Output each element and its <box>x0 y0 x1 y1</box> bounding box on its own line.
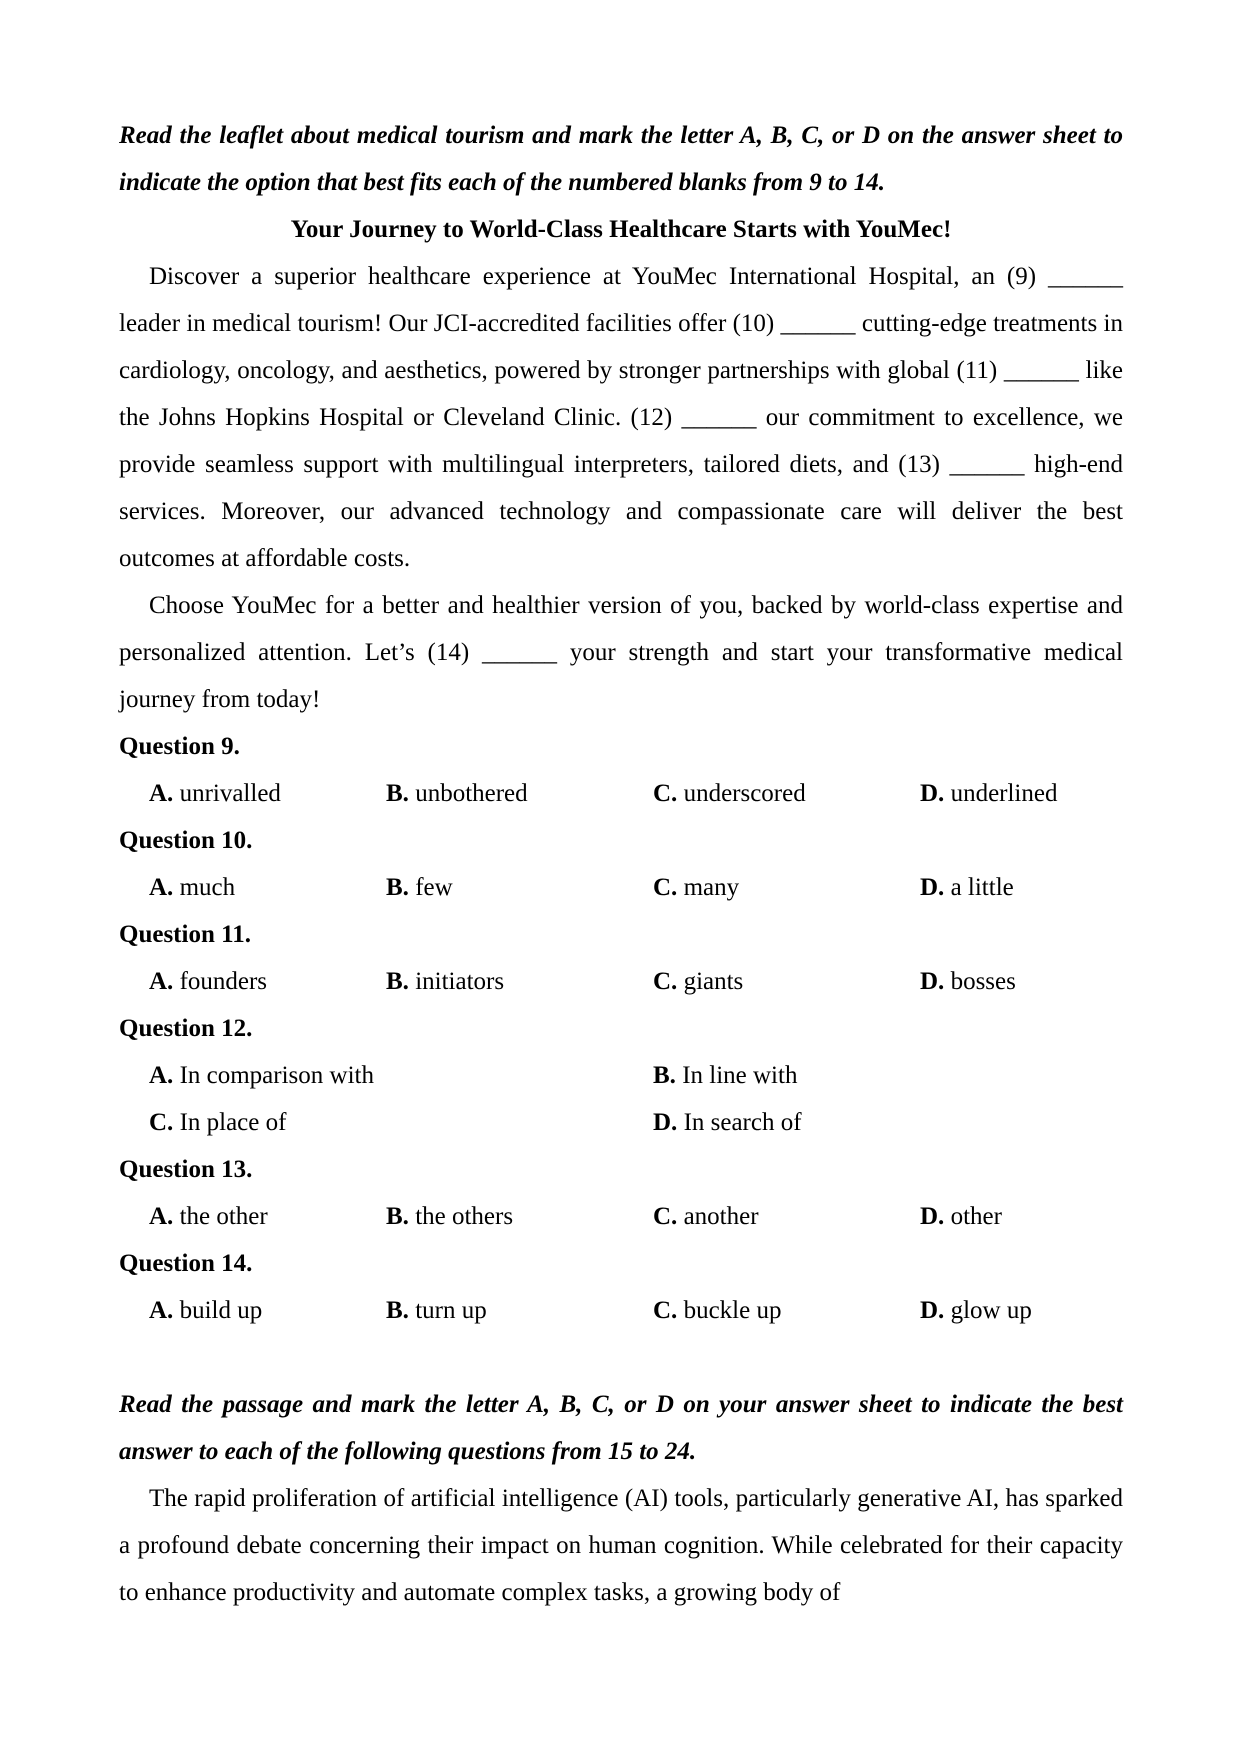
passage-paragraph-1: The rapid proliferation of artificial intelligence (AI) tools, particularly generative AI, has sparked a profound debate concerning their impact on human cognition. While celebrated for their capacity to enhance productivity and automate complex tasks, a growing body of <box>119 1485 1123 1606</box>
option-text: much <box>179 874 236 901</box>
option-letter: C. <box>653 1203 678 1230</box>
section1-instruction: Read the leaflet about medical tourism and mark the letter A, B, C, or D on the answer sheet to indicate the option that best fits each of the numbered blanks from 9 to 14. <box>119 122 1123 196</box>
option-c[interactable] <box>119 1099 653 1146</box>
leaflet-paragraph-1: Discover a superior healthcare experience at YouMec International Hospital, an (9) ______ leader in medical tourism! Our JCI-accredited facilities offer (10) ______ cutting-edge treatments in cardiology, oncology, and aesthetics, powered by stronger partnerships with global (11) ______ like the Johns Hopkins Hospital or Cleveland Clinic. (12) ______ our commitment to excellence, we provide seamless support with multilingual interpreters, tailored diets, and (13) ______ high-end services. Moreover, our advanced technology and compassionate care will deliver the best outcomes at affordable costs. <box>119 263 1123 572</box>
option-d[interactable] <box>920 1193 1120 1240</box>
question-12-label: Question 12. <box>119 1015 253 1042</box>
option-text: few <box>415 874 453 901</box>
option-letter: B. <box>386 1297 409 1324</box>
option-b[interactable] <box>653 1052 797 1099</box>
option-c[interactable] <box>653 1193 920 1240</box>
question-9-options <box>119 770 1123 817</box>
option-letter: B. <box>386 874 409 901</box>
option-text: In comparison with <box>179 1062 374 1089</box>
option-letter: A. <box>149 968 174 995</box>
option-d[interactable] <box>920 864 1120 911</box>
option-letter: A. <box>149 1297 174 1324</box>
option-letter: B. <box>386 1203 409 1230</box>
option-letter: C. <box>653 780 678 807</box>
option-text: the others <box>415 1203 514 1230</box>
section-spacer <box>119 1334 1123 1381</box>
option-letter: B. <box>386 780 409 807</box>
option-letter: C. <box>653 874 678 901</box>
option-letter: D. <box>920 968 945 995</box>
option-b[interactable] <box>386 864 653 911</box>
leaflet-paragraph-2: Choose YouMec for a better and healthier version of you, backed by world-class expertise and personalized attention. Let’s (14) ______ your strength and start your transformative medical journey from today! <box>119 592 1123 713</box>
option-c[interactable] <box>653 770 920 817</box>
option-text: many <box>683 874 740 901</box>
option-c[interactable] <box>653 1287 920 1334</box>
option-letter: C. <box>149 1109 174 1136</box>
option-text: unrivalled <box>179 780 281 807</box>
option-letter: B. <box>653 1062 676 1089</box>
question-9-label: Question 9. <box>119 733 240 760</box>
option-a[interactable] <box>119 1193 386 1240</box>
option-text: turn up <box>415 1297 487 1324</box>
option-text: In search of <box>683 1109 802 1136</box>
option-text: In place of <box>179 1109 287 1136</box>
option-text: unbothered <box>415 780 528 807</box>
leaflet-title: Your Journey to World-Class Healthcare Starts with YouMec! <box>290 216 952 243</box>
option-text: bosses <box>950 968 1016 995</box>
question-11-label: Question 11. <box>119 921 251 948</box>
option-c[interactable] <box>653 958 920 1005</box>
option-text: another <box>683 1203 759 1230</box>
question-11-options <box>119 958 1123 1005</box>
option-b[interactable] <box>386 1287 653 1334</box>
option-letter: D. <box>920 1203 945 1230</box>
leaflet-body <box>119 253 1123 723</box>
option-text: a little <box>950 874 1014 901</box>
document-page <box>119 112 1123 1616</box>
option-letter: D. <box>920 874 945 901</box>
option-d[interactable] <box>920 958 1120 1005</box>
option-letter: C. <box>653 968 678 995</box>
passage-body <box>119 1475 1123 1616</box>
option-text: the other <box>179 1203 268 1230</box>
option-letter: C. <box>653 1297 678 1324</box>
option-text: giants <box>683 968 744 995</box>
option-letter: B. <box>386 968 409 995</box>
option-b[interactable] <box>386 958 653 1005</box>
option-text: initiators <box>415 968 505 995</box>
option-text: founders <box>179 968 268 995</box>
option-letter: D. <box>920 780 945 807</box>
option-letter: D. <box>920 1297 945 1324</box>
option-text: underlined <box>950 780 1058 807</box>
option-text: build up <box>179 1297 263 1324</box>
option-d[interactable] <box>920 1287 1120 1334</box>
option-letter: A. <box>149 1203 174 1230</box>
option-d[interactable] <box>920 770 1120 817</box>
option-letter: A. <box>149 874 174 901</box>
option-a[interactable] <box>119 1052 653 1099</box>
question-12-options-row-2 <box>119 1099 1123 1146</box>
option-letter: A. <box>149 780 174 807</box>
option-letter: A. <box>149 1062 174 1089</box>
option-a[interactable] <box>119 864 386 911</box>
option-b[interactable] <box>386 770 653 817</box>
question-12-options-row-1 <box>119 1052 1123 1099</box>
option-c[interactable] <box>653 864 920 911</box>
question-13-options <box>119 1193 1123 1240</box>
section2-instruction: Read the passage and mark the letter A, B, C, or D on your answer sheet to indicate the best answer to each of the following questions from 15 to 24. <box>119 1391 1123 1465</box>
option-text: other <box>950 1203 1002 1230</box>
option-d[interactable] <box>653 1099 802 1146</box>
option-a[interactable] <box>119 958 386 1005</box>
option-a[interactable] <box>119 770 386 817</box>
option-text: underscored <box>683 780 806 807</box>
question-14-options <box>119 1287 1123 1334</box>
option-text: glow up <box>950 1297 1032 1324</box>
question-10-label: Question 10. <box>119 827 253 854</box>
option-b[interactable] <box>386 1193 653 1240</box>
question-14-label: Question 14. <box>119 1250 253 1277</box>
option-letter: D. <box>653 1109 678 1136</box>
option-text: In line with <box>682 1062 798 1089</box>
option-text: buckle up <box>683 1297 782 1324</box>
question-10-options <box>119 864 1123 911</box>
question-13-label: Question 13. <box>119 1156 253 1183</box>
option-a[interactable] <box>119 1287 386 1334</box>
